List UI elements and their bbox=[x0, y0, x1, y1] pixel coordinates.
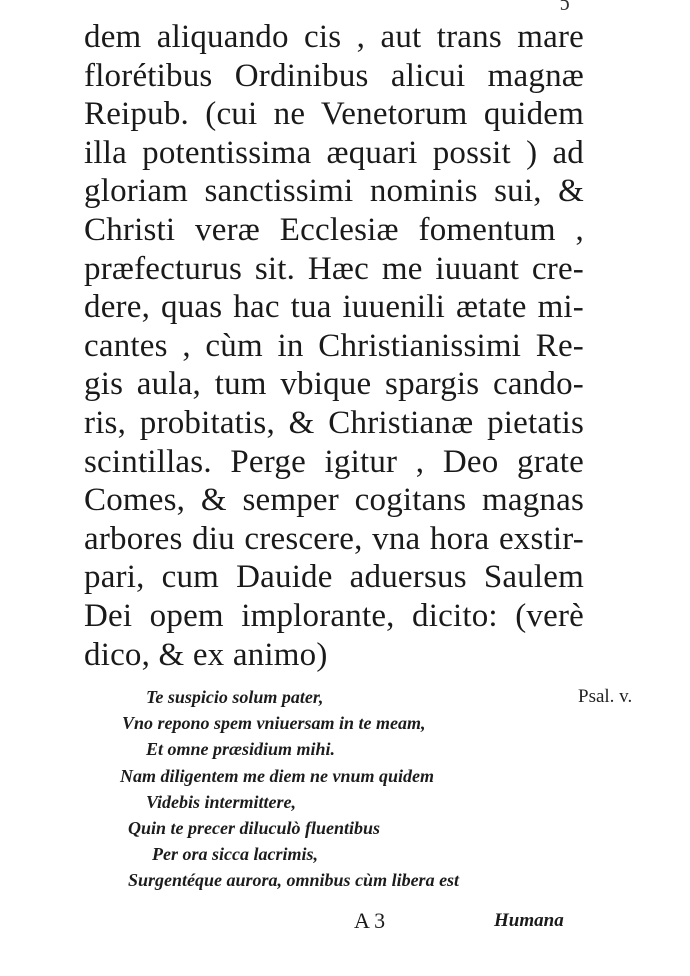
text-line: cantes , cùm in Christianissimi Re- bbox=[84, 327, 584, 364]
text-line: gloriam sanctissimi nominis sui, & bbox=[84, 173, 584, 210]
verse-line: Videbis intermittere, bbox=[146, 791, 297, 812]
text-line: Reipub. (cui ne Venetorum quidem bbox=[84, 96, 584, 133]
text-line: dem aliquando cis , aut trans mare bbox=[84, 19, 584, 55]
top-corner-mark: ɔ bbox=[560, 0, 570, 15]
text-line: Christi veræ Ecclesiæ fomentum , bbox=[84, 211, 584, 248]
verse-line: Nam diligentem me diem ne vnum quidem bbox=[120, 765, 434, 786]
text-line: illa potentissima æquari possit ) ad bbox=[84, 134, 584, 171]
text-line: florétibus Ordinibus alicui magnæ bbox=[84, 57, 584, 94]
verse-line: Per ora sicca lacrimis, bbox=[152, 844, 318, 865]
text-line: Comes, & semper cogitans magnas bbox=[84, 482, 584, 519]
margin-note: Psal. v. bbox=[578, 686, 633, 707]
text-line: arbores diu crescere, vna hora exstir- bbox=[84, 520, 584, 557]
text-line: dico, & ex animo) bbox=[84, 636, 328, 673]
signature-mark: A 3 bbox=[354, 908, 386, 933]
text-line: Dei opem implorante, dicito: (verè bbox=[84, 597, 584, 634]
verse-line: Et omne præsidium mihi. bbox=[146, 739, 336, 760]
catchword: Humana bbox=[494, 910, 564, 931]
text-line: præfecturus sit. Hæc me iuuant cre- bbox=[84, 250, 584, 287]
verse-line: Surgentéque aurora, omnibus cùm libera est bbox=[128, 870, 460, 891]
text-line: gis aula, tum vbique spargis cando- bbox=[84, 366, 584, 403]
verse-line: Te suspicio solum pater, bbox=[146, 687, 324, 707]
psalm-verse-block bbox=[120, 684, 540, 894]
text-line: scintillas. Perge igitur , Deo grate bbox=[84, 443, 584, 480]
text-line: dere, quas hac tua iuuenili ætate mi- bbox=[84, 289, 584, 326]
main-text-block bbox=[84, 18, 584, 674]
verse-line: Vno repono spem vniuersam in te meam, bbox=[122, 713, 426, 734]
text-line: ris, probitatis, & Christianæ pietatis bbox=[84, 404, 584, 441]
text-line: pari, cum Dauide aduersus Saulem bbox=[84, 559, 584, 596]
verse-line: Quin te precer diluculò fluentibus bbox=[128, 817, 381, 838]
